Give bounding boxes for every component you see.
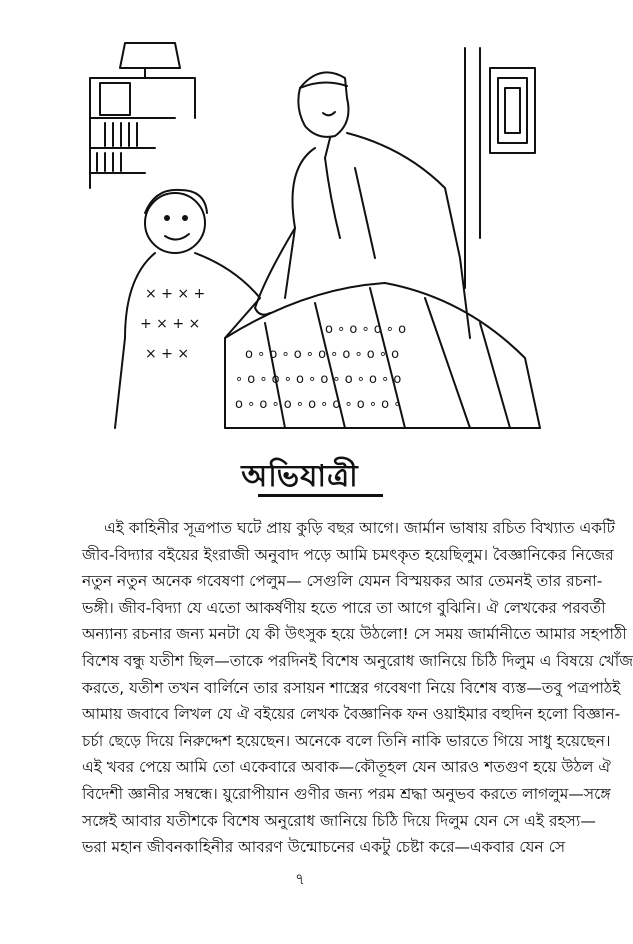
- text-line: সঙ্গেই আবার যতীশকে বিশেষ অনুরোধ জানিয়ে চিঠি দিয়ে দিলুম যেন সে এই রহস্য—: [82, 811, 596, 830]
- chapter-title: অভিযাত্রী: [241, 459, 359, 494]
- svg-text:ο ∘ ο ∘ ο ∘ ο: ο ∘ ο ∘ ο ∘ ο: [325, 322, 407, 337]
- text-line: এই কাহিনীর সূত্রপাত ঘটে প্রায় কুড়ি বছর আগে। জার্মান ভাষায় রচিত বিখ্যাত একটি: [104, 519, 615, 537]
- text-line: করতে, যতীশ তখন বার্লিনে তার রসায়ন শাস্ত্রের গবেষণা নিয়ে বিশেষ ব্যস্ত—তবু পত্রপাঠই: [82, 678, 621, 697]
- text-line: ভঙ্গী। জীব-বিদ্যা যে এতো আকর্ষণীয় হতে পারে তা আগে বুঝিনি। ঐ লেখকের পরবর্তী: [82, 598, 606, 617]
- text-line: বিদেশী জ্ঞানীর সম্বন্ধে। য়ুরোপীয়ান গুণীর জন্য পরম শ্রদ্ধা অনুভব করতে লাগলুম—সঙ্গে: [82, 784, 611, 803]
- svg-text:ο ∘ ο ∘ ο ∘ ο ∘ ο ∘ ο ∘ ο: ο ∘ ο ∘ ο ∘ ο ∘ ο ∘ ο ∘ ο: [245, 347, 400, 362]
- bookshelf-lamp-drawing: [90, 43, 195, 188]
- text-line: এই খবর পেয়ে আমি তো একেবারে অবাক—কৌতূহল যেন আরও শতগুণ হয়ে উঠল ঐ: [82, 758, 611, 777]
- quilt-drawing: [225, 283, 540, 428]
- text-line: ভরা মহান জীবনকাহিনীর আবরণ উন্মোচনের একটু চেষ্টা করে—একবার যেন সে: [82, 838, 566, 857]
- wall-frame-drawing: [465, 48, 535, 288]
- boy-drawing: [115, 190, 260, 428]
- text-line: নতুন নতুন অনেক গবেষণা পেলুম— সেগুলি যেমন বিস্ময়কর আর তেমনই তার রচনা-: [82, 572, 603, 591]
- svg-text:∘ ο ∘ ο ∘ ο ∘ ο ∘ ο ∘ ο ∘ ο: ∘ ο ∘ ο ∘ ο ∘ ο ∘ ο ∘ ο ∘ ο: [235, 372, 402, 387]
- text-line: অন্যান্য রচনার জন্য মনটা যে কী উৎসুক হয়ে উঠলো! সে সময় জার্মানীতে আমার সহপাঠী: [82, 625, 627, 644]
- svg-text:+ × + ×: + × + ×: [140, 316, 201, 332]
- title-underline: [258, 494, 383, 497]
- body-paragraph: [82, 515, 633, 861]
- text-line: চর্চা ছেড়ে দিয়ে নিরুদ্দেশ হয়েছেন। অনেকে বলে তিনি নাকি ভারতে গিয়ে সাধু হয়েছেন।: [82, 731, 611, 750]
- text-line: জীব-বিদ্যার বইয়ের ইংরাজী অনুবাদ পড়ে আমি চমৎকৃত হয়েছিলুম। বৈজ্ঞানিকের নিজের: [82, 545, 614, 564]
- chapter-illustration: [85, 38, 550, 433]
- svg-text:ο ∘ ο ∘ ο ∘ ο ∘ ο ∘ ο ∘ ο ∘: ο ∘ ο ∘ ο ∘ ο ∘ ο ∘ ο ∘ ο ∘: [235, 397, 402, 412]
- text-line: বিশেষ বন্ধু যতীশ ছিল—তাকে পরদিনই বিশেষ অনুরোধ জানিয়ে চিঠি দিলুম এ বিষয়ে খোঁজ: [82, 651, 633, 670]
- page-number: ৭: [295, 870, 305, 888]
- svg-text:× + × +: × + × +: [145, 286, 206, 302]
- text-line: আমায় জবাবে লিখল যে ঐ বইয়ের লেখক বৈজ্ঞানিক ফন ওয়াইমার বহুদিন হলো বিজ্ঞান-: [82, 705, 621, 724]
- svg-text:× + ×: × + ×: [145, 346, 190, 362]
